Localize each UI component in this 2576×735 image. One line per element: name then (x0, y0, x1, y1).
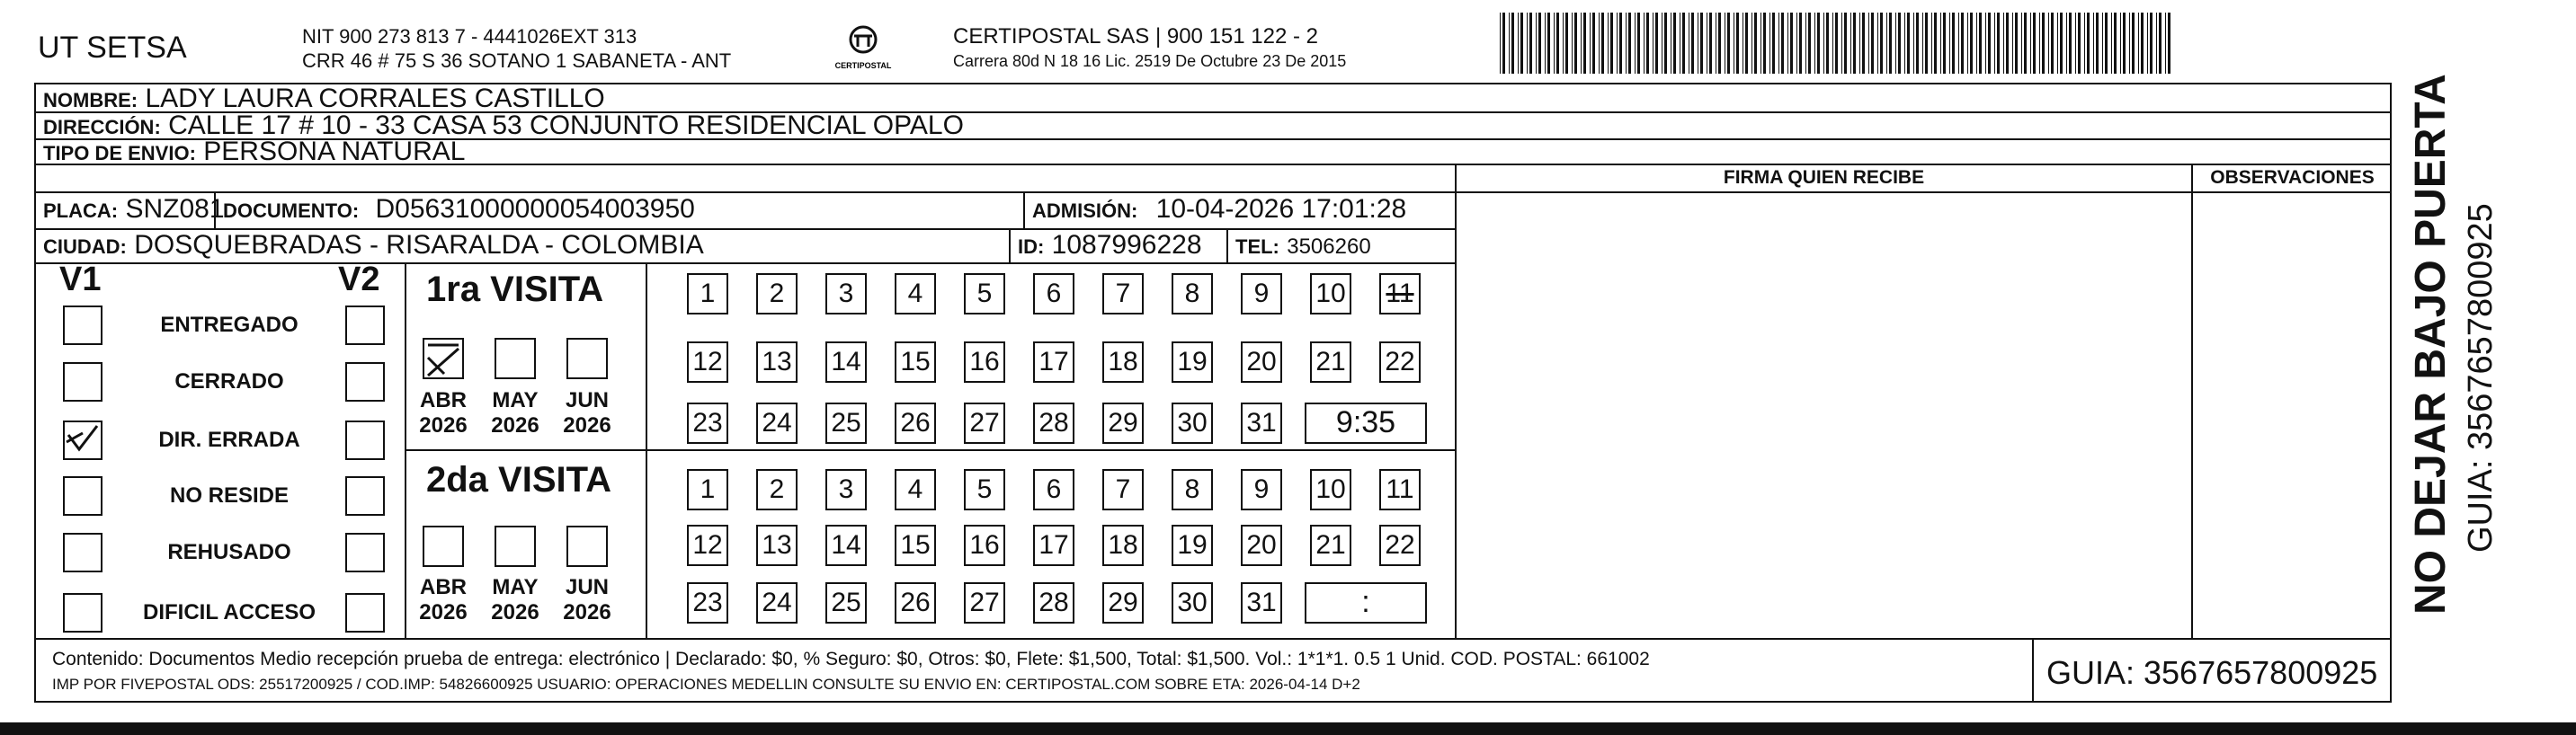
placa-value: SNZ081 (125, 194, 225, 224)
barcode-bar (1590, 13, 1591, 74)
barcode-bar (1581, 13, 1582, 74)
barcode-bar (1805, 13, 1806, 74)
bottom-bar (0, 722, 2576, 735)
visit2-day-box[interactable]: 16 (964, 525, 1005, 566)
visit2-day-box[interactable]: 17 (1033, 525, 1074, 566)
barcode-bar (1979, 13, 1982, 74)
visit2-month-checkbox[interactable] (423, 526, 464, 567)
no-dejar-warning: NO DEJAR BAJO PUERTA (2407, 74, 2455, 615)
visit1-day-box[interactable]: 11 (1379, 273, 1421, 314)
visit1-day-box[interactable]: 10 (1310, 273, 1351, 314)
visit2-day-box[interactable]: 28 (1033, 582, 1074, 624)
barcode-bar (2114, 13, 2117, 74)
barcode-bar (1841, 13, 1842, 74)
barcode-bar (1898, 13, 1901, 74)
barcode-bar (1637, 13, 1640, 74)
barcode-bar (1545, 13, 1546, 74)
company-name: UT SETSA (38, 31, 187, 65)
barcode-bar (2003, 13, 2004, 74)
barcode-bar (2147, 13, 2148, 74)
barcode-bar (1853, 13, 1856, 74)
v1-checkbox[interactable] (63, 421, 103, 460)
visit1-day-box[interactable]: 14 (825, 341, 867, 383)
barcode-bar (1871, 13, 1874, 74)
barcode-bar (1907, 13, 1910, 74)
barcode-bar (2087, 13, 2090, 74)
barcode-bar (1787, 13, 1788, 74)
barcode-bar (2138, 13, 2139, 74)
barcode-bar (1808, 13, 1811, 74)
visit2-day-box[interactable]: 12 (687, 525, 728, 566)
barcode-bar (2039, 13, 2040, 74)
visit1-day-box[interactable]: 27 (964, 403, 1005, 444)
status-label: NO RESIDE (169, 483, 290, 508)
barcode-bar (1502, 13, 1505, 74)
visit2-day-box[interactable]: 5 (964, 469, 1005, 510)
barcode-bar (1700, 13, 1703, 74)
barcode-bar (2150, 13, 2153, 74)
barcode-bar (1817, 13, 1820, 74)
visit1-day-box[interactable]: 17 (1033, 341, 1074, 383)
barcode-bar (2093, 13, 2094, 74)
visit2-time-box[interactable]: : (1305, 582, 1427, 624)
v1-checkbox[interactable] (63, 533, 103, 572)
status-label: DIFICIL ACCESO (142, 600, 316, 624)
placa-label: PLACA: (43, 199, 119, 222)
documento-cell (223, 194, 695, 225)
barcode-bar (2060, 13, 2063, 74)
barcode-bar (1628, 13, 1631, 74)
barcode-bar (1538, 13, 1541, 74)
barcode-bar (2096, 13, 2099, 74)
visit1-day-box[interactable]: 9 (1241, 273, 1282, 314)
barcode-bar (1646, 13, 1649, 74)
barcode-bar (1814, 13, 1815, 74)
barcode-bar (2051, 13, 2054, 74)
visit1-day-box[interactable]: 12 (687, 341, 728, 383)
barcode-bar (1799, 13, 1802, 74)
visit1-day-box[interactable]: 24 (756, 403, 798, 444)
barcode-bar (1895, 13, 1896, 74)
barcode-bar (1536, 13, 1537, 74)
barcode-bar (2102, 13, 2103, 74)
barcode-bar (1844, 13, 1847, 74)
observaciones-header: OBSERVACIONES (2210, 167, 2375, 188)
barcode-bar (1889, 13, 1892, 74)
barcode-bar (1563, 13, 1564, 74)
visit2-day-box[interactable]: 7 (1102, 469, 1144, 510)
barcode-bar (1778, 13, 1779, 74)
barcode-bar (2042, 13, 2045, 74)
visit2-day-box[interactable]: 20 (1241, 525, 1282, 566)
year-label: 2026 (563, 600, 611, 624)
barcode-bar (2123, 13, 2126, 74)
barcode-bar (2120, 13, 2121, 74)
v2-checkbox[interactable] (345, 421, 385, 460)
visit2-title: 2da VISITA (426, 460, 611, 500)
barcode-bar (1916, 13, 1919, 74)
visit2-day-box[interactable]: 3 (825, 469, 867, 510)
barcode-bar (1769, 13, 1770, 74)
barcode-bar (1520, 13, 1523, 74)
barcode-bar (1772, 13, 1775, 74)
barcode-bar (1635, 13, 1636, 74)
visit1-month-checkbox[interactable] (495, 338, 536, 379)
visit1-day-box[interactable]: 20 (1241, 341, 1282, 383)
admision-cell (1032, 194, 1406, 225)
barcode-bar (1644, 13, 1645, 74)
status-label: ENTREGADO (160, 313, 299, 337)
tel-label: TEL: (1235, 235, 1279, 258)
visit2-day-box[interactable]: 1 (687, 469, 728, 510)
barcode-bar (1610, 13, 1613, 74)
barcode-bar (1664, 13, 1667, 74)
barcode-bar (1583, 13, 1586, 74)
side-guia: GUIA: 3567657800925 (2462, 203, 2500, 553)
visit2-day-box[interactable]: 27 (964, 582, 1005, 624)
barcode-bar (2111, 13, 2112, 74)
barcode-bar (1682, 13, 1685, 74)
visit1-day-box[interactable]: 23 (687, 403, 728, 444)
visit1-day-box[interactable]: 15 (895, 341, 936, 383)
month-label: MAY (492, 388, 539, 412)
barcode-bar (1626, 13, 1627, 74)
barcode-bar (1547, 13, 1550, 74)
visit1-day-box[interactable]: 31 (1241, 403, 1282, 444)
status-label: DIR. ERRADA (158, 428, 300, 452)
barcode-bar (1835, 13, 1838, 74)
nombre-value: LADY LAURA CORRALES CASTILLO (145, 84, 605, 113)
year-label: 2026 (563, 413, 611, 438)
barcode-bar (2012, 13, 2013, 74)
certipostal-logo (834, 23, 892, 74)
barcode-bar (1760, 13, 1761, 74)
barcode-bar (1763, 13, 1766, 74)
visit1-day-box[interactable]: 16 (964, 341, 1005, 383)
barcode-bar (1655, 13, 1658, 74)
visit2-day-box[interactable]: 10 (1310, 469, 1351, 510)
visit2-day-box[interactable]: 29 (1102, 582, 1144, 624)
id-label: ID: (1018, 235, 1045, 258)
visit1-title: 1ra VISITA (426, 270, 604, 309)
barcode-bar (1745, 13, 1748, 74)
barcode-bar (1511, 13, 1514, 74)
visit1-day-box[interactable]: 5 (964, 273, 1005, 314)
visit1-day-box[interactable]: 22 (1379, 341, 1421, 383)
visit1-day-box[interactable]: 19 (1172, 341, 1213, 383)
barcode-bar (2075, 13, 2076, 74)
admision-label: ADMISIÓN: (1032, 199, 1138, 222)
visit2-day-box[interactable]: 24 (756, 582, 798, 624)
barcode-bar (1619, 13, 1622, 74)
footer-printed-by: IMP POR FIVEPOSTAL ODS: 25517200925 / COD.IMP: 54826600925 USUARIO: OPERACIONES MEDELLIN CONSULTE SU ENVIO EN: CERTIPOSTAL.COM SOBRE ETA: 2026-04-14 D+2 (52, 676, 1360, 693)
visit2-month-checkbox[interactable] (495, 526, 536, 567)
barcode-bar (2168, 13, 2170, 74)
barcode-bar (2033, 13, 2036, 74)
barcode-bar (1988, 13, 1991, 74)
nit-line: NIT 900 273 813 7 - 4441026EXT 313 (302, 25, 637, 48)
barcode-bar (1985, 13, 1986, 74)
tipo-row (43, 137, 465, 167)
visit1-day-box[interactable]: 18 (1102, 341, 1144, 383)
direccion-value: CALLE 17 # 10 - 33 CASA 53 CONJUNTO RESIDENCIAL OPALO (168, 111, 964, 140)
visit1-day-box[interactable]: 13 (756, 341, 798, 383)
barcode-bar (1572, 13, 1573, 74)
tel-value: 3506260 (1287, 235, 1371, 259)
barcode-bar (2156, 13, 2157, 74)
v2-checkbox[interactable] (345, 362, 385, 402)
company-address: CRR 46 # 75 S 36 SOTANO 1 SABANETA - ANT (302, 49, 732, 72)
visit1-day-box[interactable]: 29 (1102, 403, 1144, 444)
year-label: 2026 (419, 413, 468, 438)
barcode-bar (1617, 13, 1618, 74)
barcode-bar (1601, 13, 1604, 74)
year-label: 2026 (419, 600, 468, 624)
month-label: ABR (420, 575, 467, 599)
visit1-month-checkbox[interactable] (423, 338, 464, 379)
barcode-bar (2159, 13, 2162, 74)
barcode-bar (1967, 13, 1968, 74)
barcode-bar (1736, 13, 1739, 74)
v1-checkbox[interactable] (63, 476, 103, 516)
barcode-bar (1931, 13, 1932, 74)
barcode-bar (1826, 13, 1829, 74)
visit1-day-box[interactable]: 21 (1310, 341, 1351, 383)
visit2-day-box[interactable]: 18 (1102, 525, 1144, 566)
month-label: MAY (492, 575, 539, 599)
visit2-day-box[interactable]: 23 (687, 582, 728, 624)
barcode-bar (1976, 13, 1977, 74)
v1-checkbox[interactable] (63, 593, 103, 633)
barcode-bar (1877, 13, 1878, 74)
v1-checkbox[interactable] (63, 362, 103, 402)
ciudad-label: CIUDAD: (43, 235, 127, 258)
barcode-bar (2105, 13, 2108, 74)
barcode-bar (1850, 13, 1851, 74)
visit2-day-box[interactable]: 31 (1241, 582, 1282, 624)
visit1-day-box[interactable]: 6 (1033, 273, 1074, 314)
barcode-bar (2048, 13, 2049, 74)
visit2-day-box[interactable]: 11 (1379, 469, 1421, 510)
barcode-bar (1934, 13, 1937, 74)
v2-label: V2 (338, 261, 380, 298)
visit1-day-box[interactable]: 30 (1172, 403, 1213, 444)
visit2-day-box[interactable]: 9 (1241, 469, 1282, 510)
logo-text: CERTIPOSTAL (834, 61, 892, 70)
barcode-bar (2069, 13, 2072, 74)
barcode-bar (2129, 13, 2130, 74)
license-line: Carrera 80d N 18 16 Lic. 2519 De Octubre 23 De 2015 (953, 52, 1347, 70)
visit2-day-box[interactable]: 15 (895, 525, 936, 566)
barcode-bar (1940, 13, 1941, 74)
visit1-day-box[interactable]: 28 (1033, 403, 1074, 444)
v2-checkbox[interactable] (345, 306, 385, 345)
barcode-bar (2141, 13, 2144, 74)
footer-content: Contenido: Documentos Medio recepción prueba de entrega: electrónico | Declarado: $0, % Seguro: $0, Otros: $0, Flete: $1,500, Total: $1,500. Vol.: 1*1*1. 0.5 1 Unid. COD. POSTAL: 661002 (52, 649, 1650, 669)
visit2-day-box[interactable]: 14 (825, 525, 867, 566)
check-mark-icon (424, 340, 464, 379)
visit1-time-box[interactable]: 9:35 (1305, 403, 1427, 444)
barcode-bar (1859, 13, 1860, 74)
barcode-bar (1599, 13, 1600, 74)
ciudad-value: DOSQUEBRADAS - RISARALDA - COLOMBIA (134, 230, 704, 260)
barcode-bar (1952, 13, 1955, 74)
admision-value: 10-04-2026 17:01:28 (1155, 194, 1407, 224)
barcode-bar (2021, 13, 2022, 74)
barcode-bar (1868, 13, 1869, 74)
visit2-day-box[interactable]: 21 (1310, 525, 1351, 566)
barcode-bar (1970, 13, 1973, 74)
barcode-bar (1823, 13, 1824, 74)
ciudad-cell (43, 230, 704, 261)
barcode-bar (1961, 13, 1964, 74)
barcode-bar (1994, 13, 1995, 74)
barcode-bar (2084, 13, 2085, 74)
documento-value: D05631000000054003950 (375, 194, 695, 224)
visit2-day-box[interactable]: 25 (825, 582, 867, 624)
firma-header: FIRMA QUIEN RECIBE (1723, 167, 1925, 188)
barcode-bar (1727, 13, 1730, 74)
year-label: 2026 (491, 413, 539, 438)
barcode-bar (2078, 13, 2081, 74)
visit2-day-box[interactable]: 22 (1379, 525, 1421, 566)
barcode-bar (1754, 13, 1757, 74)
barcode-bar (1904, 13, 1905, 74)
certipostal-line: CERTIPOSTAL SAS | 900 151 122 - 2 (953, 24, 1318, 49)
month-label: ABR (420, 388, 467, 412)
barcode-bar (1796, 13, 1797, 74)
visit2-day-box[interactable]: 30 (1172, 582, 1213, 624)
barcode-bar (1718, 13, 1721, 74)
barcode-bar (1608, 13, 1609, 74)
logo-icon (834, 23, 892, 74)
barcode-icon (1500, 13, 2172, 74)
visit1-day-box[interactable]: 4 (895, 273, 936, 314)
barcode-bar (1832, 13, 1833, 74)
barcode-bar (1529, 13, 1532, 74)
visit2-month-checkbox[interactable] (566, 526, 608, 567)
tipo-value: PERSONA NATURAL (203, 137, 466, 166)
id-value: 1087996228 (1051, 230, 1202, 260)
barcode-bar (1673, 13, 1676, 74)
visit1-month-checkbox[interactable] (566, 338, 608, 379)
check-mark-icon (65, 422, 101, 458)
placa-cell (43, 194, 225, 225)
barcode-bar (1527, 13, 1528, 74)
month-label: JUN (565, 575, 609, 599)
barcode-bar (1913, 13, 1914, 74)
visit2-day-box[interactable]: 4 (895, 469, 936, 510)
barcode-bar (2057, 13, 2058, 74)
barcode-bar (1925, 13, 1928, 74)
barcode-bar (1886, 13, 1887, 74)
visit1-day-box[interactable]: 3 (825, 273, 867, 314)
visit2-day-box[interactable]: 26 (895, 582, 936, 624)
month-label: JUN (565, 388, 609, 412)
barcode-bar (1790, 13, 1793, 74)
year-label: 2026 (491, 600, 539, 624)
barcode-bar (2030, 13, 2031, 74)
v1-label: V1 (59, 261, 102, 298)
status-label: CERRADO (174, 369, 284, 394)
v1-checkbox[interactable] (63, 306, 103, 345)
v2-checkbox[interactable] (345, 476, 385, 516)
barcode-bar (1509, 13, 1510, 74)
nombre-row (43, 84, 605, 114)
barcode-bar (1949, 13, 1950, 74)
visit1-day-box[interactable]: 1 (687, 273, 728, 314)
tipo-label: TIPO DE ENVIO: (43, 142, 196, 164)
visit1-day-box[interactable]: 25 (825, 403, 867, 444)
barcode-bar (2165, 13, 2166, 74)
barcode-bar (1958, 13, 1959, 74)
nombre-label: NOMBRE: (43, 89, 138, 111)
visit1-day-box[interactable]: 8 (1172, 273, 1213, 314)
barcode-bar (1565, 13, 1568, 74)
barcode-bar (1518, 13, 1519, 74)
barcode-bar (1781, 13, 1784, 74)
barcode-bar (2024, 13, 2027, 74)
visit1-day-box[interactable]: 26 (895, 403, 936, 444)
barcode-bar (2015, 13, 2018, 74)
barcode-bar (1922, 13, 1923, 74)
footer-guia: GUIA: 3567657800925 (2046, 654, 2378, 691)
visit2-day-box[interactable]: 2 (756, 469, 798, 510)
tel-cell (1235, 230, 1371, 261)
barcode-bar (1556, 13, 1559, 74)
barcode-bar (1709, 13, 1712, 74)
barcode-bar (1500, 13, 1501, 74)
status-label: REHUSADO (167, 540, 291, 564)
v2-checkbox[interactable] (345, 533, 385, 572)
visit2-day-box[interactable]: 13 (756, 525, 798, 566)
barcode-bar (1574, 13, 1577, 74)
barcode-bar (1554, 13, 1555, 74)
barcode-bar (1880, 13, 1883, 74)
v2-checkbox[interactable] (345, 593, 385, 633)
visit1-day-box[interactable]: 7 (1102, 273, 1144, 314)
direccion-label: DIRECCIÓN: (43, 116, 161, 138)
documento-label: DOCUMENTO: (223, 199, 360, 222)
barcode-bar (2006, 13, 2009, 74)
visit1-day-box[interactable]: 2 (756, 273, 798, 314)
visit2-day-box[interactable]: 19 (1172, 525, 1213, 566)
barcode-bar (2066, 13, 2067, 74)
barcode (1500, 13, 2172, 74)
barcode-bar (1862, 13, 1865, 74)
barcode-bar (1943, 13, 1946, 74)
id-cell (1018, 230, 1202, 261)
barcode-bar (1691, 13, 1694, 74)
visit2-day-box[interactable]: 6 (1033, 469, 1074, 510)
visit2-day-box[interactable]: 8 (1172, 469, 1213, 510)
barcode-bar (1997, 13, 2000, 74)
barcode-bar (2132, 13, 2135, 74)
barcode-bar (1592, 13, 1595, 74)
